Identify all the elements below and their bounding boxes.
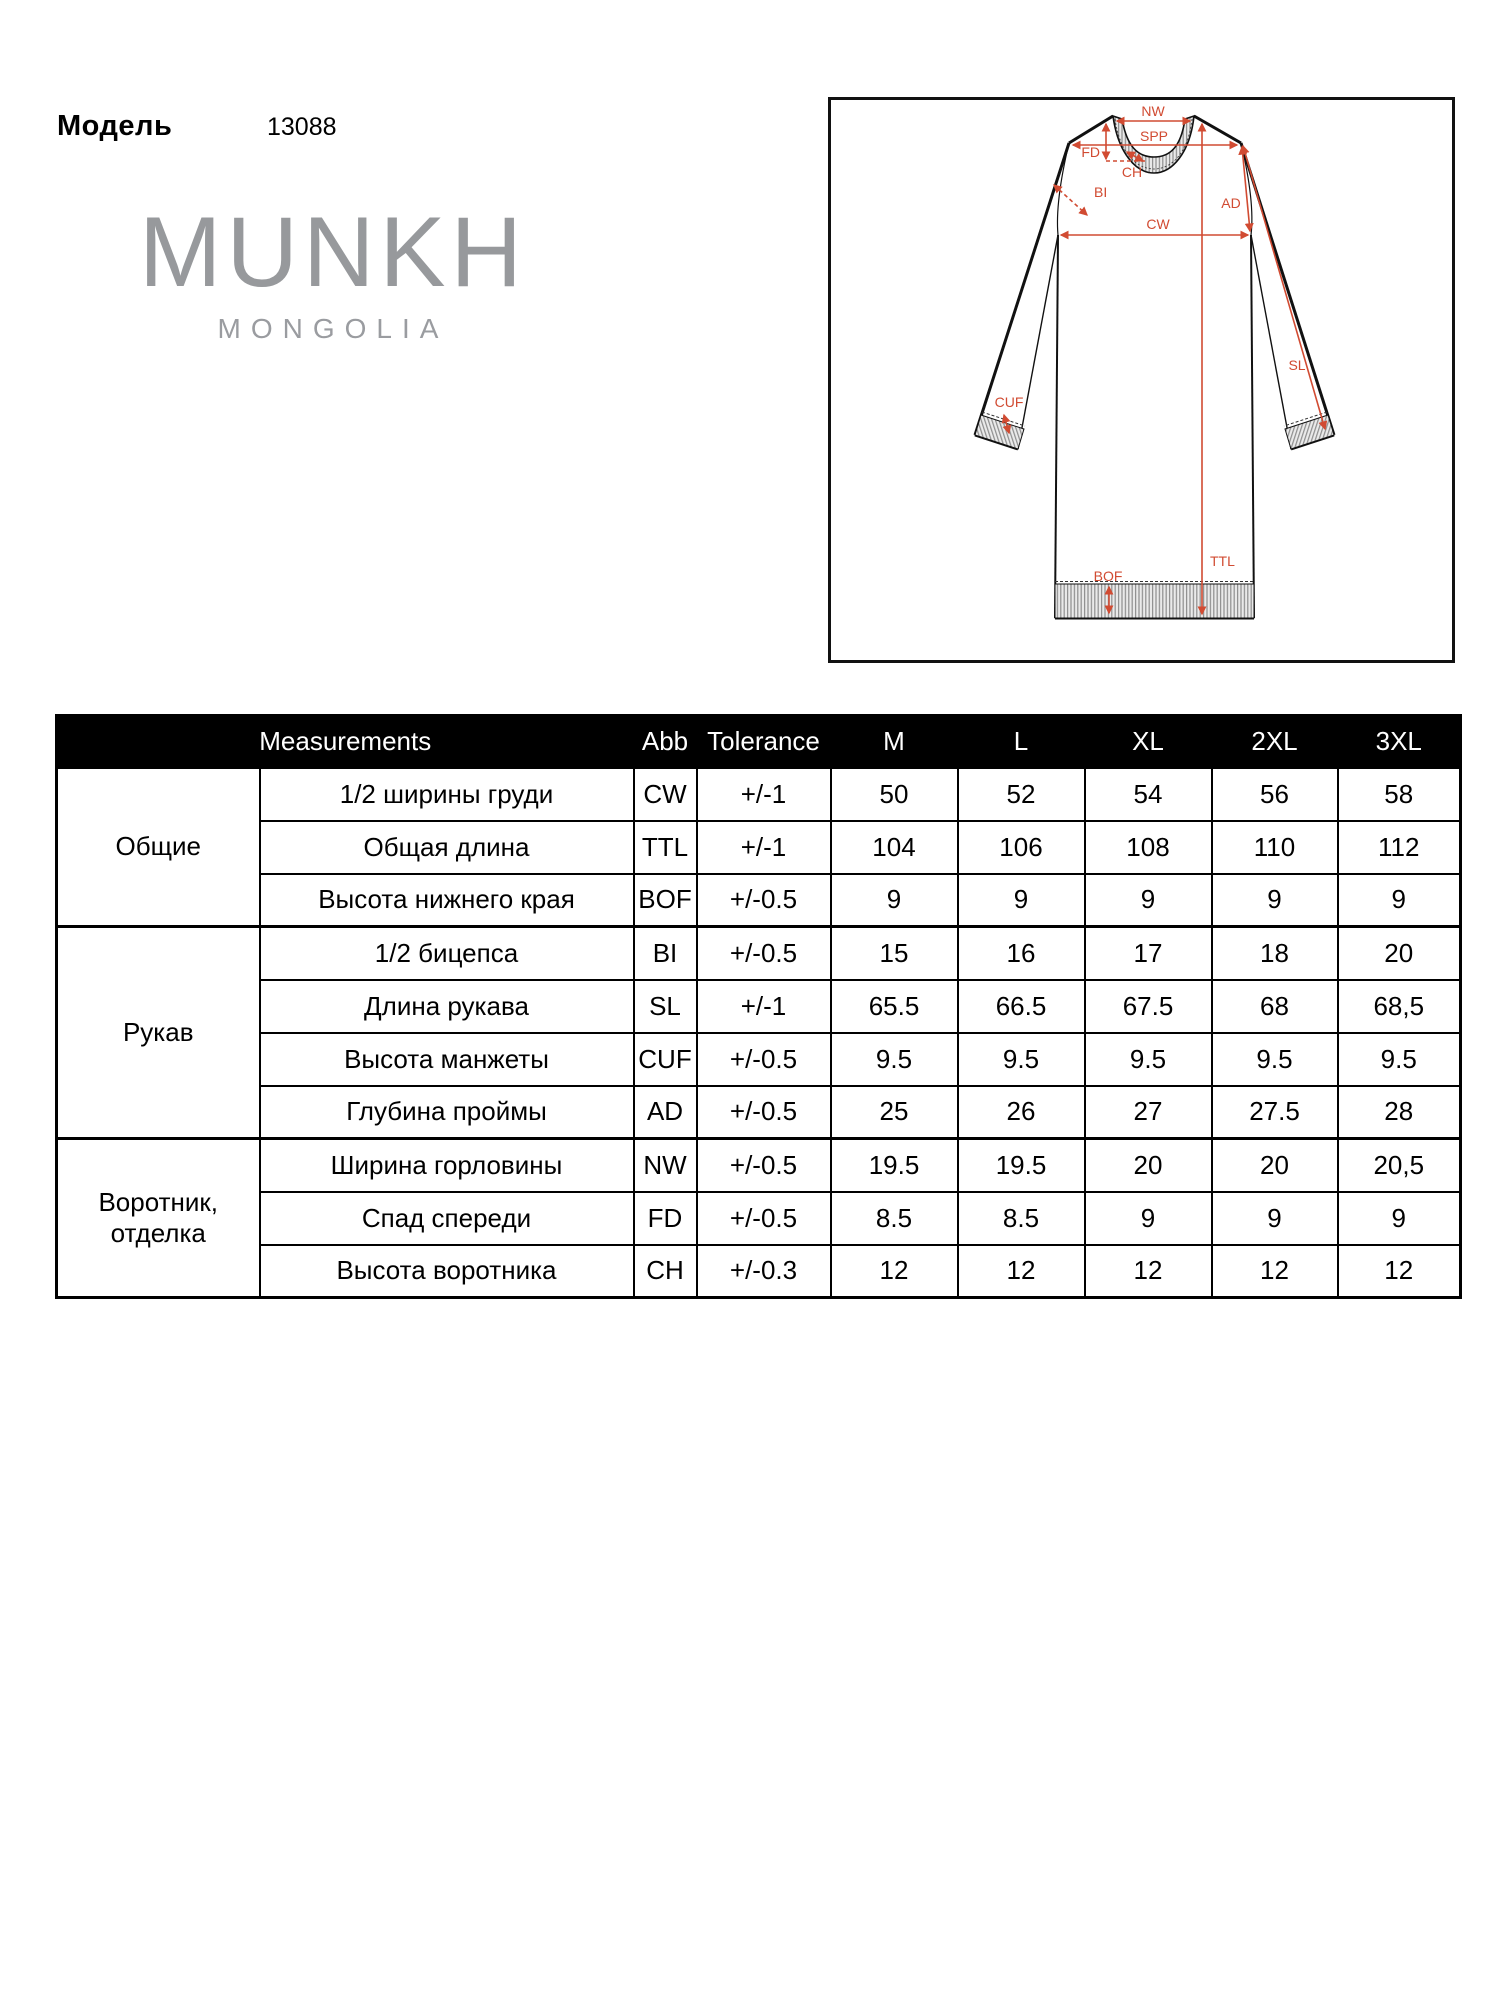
table-row <box>57 874 1461 927</box>
measurement-tolerance: +/-0.3 <box>697 1245 831 1298</box>
value-3XL: 20 <box>1338 927 1461 980</box>
measurement-tolerance: +/-1 <box>697 768 831 821</box>
measurement-abb: FD <box>634 1192 697 1245</box>
measurement-tolerance: +/-0.5 <box>697 927 831 980</box>
measurement-tolerance: +/-0.5 <box>697 1192 831 1245</box>
measurement-abb: CUF <box>634 1033 697 1086</box>
header-abb: Abb <box>634 716 697 768</box>
value-L: 19.5 <box>958 1139 1085 1192</box>
value-L: 66.5 <box>958 980 1085 1033</box>
value-3XL: 9.5 <box>1338 1033 1461 1086</box>
measurement-tolerance: +/-0.5 <box>697 1033 831 1086</box>
value-XL: 9 <box>1085 1192 1212 1245</box>
garment-body <box>1055 116 1254 618</box>
value-XL: 9 <box>1085 874 1212 927</box>
label-spp: SPP <box>1139 128 1169 144</box>
label-cuf: CUF <box>994 394 1024 410</box>
header-size-2XL: 2XL <box>1212 716 1338 768</box>
group-label: Общие <box>57 768 260 927</box>
value-XL: 108 <box>1085 821 1212 874</box>
value-3XL: 9 <box>1338 874 1461 927</box>
label-ch: CH <box>1121 164 1143 180</box>
measurement-tolerance: +/-0.5 <box>697 874 831 927</box>
value-M: 25 <box>831 1086 958 1139</box>
value-XL: 20 <box>1085 1139 1212 1192</box>
value-L: 9 <box>958 874 1085 927</box>
measurement-tolerance: +/-0.5 <box>697 1139 831 1192</box>
model-label: Модель <box>57 110 173 142</box>
value-3XL: 28 <box>1338 1086 1461 1139</box>
measurement-abb: CH <box>634 1245 697 1298</box>
label-ttl: TTL <box>1210 553 1235 569</box>
label-sl: SL <box>1288 357 1306 373</box>
value-3XL: 58 <box>1338 768 1461 821</box>
group-label: Рукав <box>57 927 260 1139</box>
value-L: 8.5 <box>958 1192 1085 1245</box>
table-row <box>57 1245 1461 1298</box>
garment-drawing <box>828 97 1455 663</box>
measurement-abb: SL <box>634 980 697 1033</box>
value-L: 9.5 <box>958 1033 1085 1086</box>
value-XL: 17 <box>1085 927 1212 980</box>
value-2XL: 56 <box>1212 768 1338 821</box>
label-bi: BI <box>1094 184 1108 200</box>
measurement-name: Высота манжеты <box>260 1033 634 1086</box>
hem-band <box>1055 584 1254 618</box>
spec-table-body <box>57 768 1461 1298</box>
model-number: 13088 <box>267 113 337 141</box>
value-M: 104 <box>831 821 958 874</box>
value-M: 15 <box>831 927 958 980</box>
value-2XL: 18 <box>1212 927 1338 980</box>
brand-subtitle: MONGOLIA <box>217 313 449 344</box>
value-XL: 27 <box>1085 1086 1212 1139</box>
spec-table-head <box>57 716 1461 768</box>
value-2XL: 27.5 <box>1212 1086 1338 1139</box>
measurement-name: Ширина горловины <box>260 1139 634 1192</box>
table-row <box>57 980 1461 1033</box>
header-size-3XL: 3XL <box>1338 716 1461 768</box>
header-size-XL: XL <box>1085 716 1212 768</box>
value-L: 12 <box>958 1245 1085 1298</box>
value-M: 8.5 <box>831 1192 958 1245</box>
value-M: 12 <box>831 1245 958 1298</box>
table-row <box>57 927 1461 980</box>
measurement-name: Длина рукава <box>260 980 634 1033</box>
label-nw: NW <box>1141 103 1165 119</box>
value-XL: 54 <box>1085 768 1212 821</box>
label-bof: BOF <box>1093 568 1123 584</box>
group-label: Воротник, отделка <box>57 1139 260 1298</box>
value-2XL: 12 <box>1212 1245 1338 1298</box>
value-2XL: 68 <box>1212 980 1338 1033</box>
measurement-abb: CW <box>634 768 697 821</box>
brand-logo-block <box>128 196 538 345</box>
value-M: 65.5 <box>831 980 958 1033</box>
value-3XL: 20,5 <box>1338 1139 1461 1192</box>
label-ad: AD <box>1221 195 1241 211</box>
table-row <box>57 768 1461 821</box>
measurement-name: Высота нижнего края <box>260 874 634 927</box>
header-size-M: M <box>831 716 958 768</box>
value-XL: 12 <box>1085 1245 1212 1298</box>
value-L: 52 <box>958 768 1085 821</box>
measurement-abb: BOF <box>634 874 697 927</box>
table-row <box>57 821 1461 874</box>
spec-table <box>55 714 1462 1299</box>
measurement-name: Высота воротника <box>260 1245 634 1298</box>
value-3XL: 9 <box>1338 1192 1461 1245</box>
label-cw: CW <box>1146 216 1170 232</box>
value-XL: 67.5 <box>1085 980 1212 1033</box>
measurement-name: Спад спереди <box>260 1192 634 1245</box>
measurement-tolerance: +/-0.5 <box>697 1086 831 1139</box>
value-2XL: 9 <box>1212 1192 1338 1245</box>
measurement-abb: NW <box>634 1139 697 1192</box>
label-fd: FD <box>1081 144 1100 160</box>
measurement-tolerance: +/-1 <box>697 821 831 874</box>
table-row <box>57 1139 1461 1192</box>
value-M: 9.5 <box>831 1033 958 1086</box>
value-L: 106 <box>958 821 1085 874</box>
value-M: 9 <box>831 874 958 927</box>
value-XL: 9.5 <box>1085 1033 1212 1086</box>
measurement-abb: BI <box>634 927 697 980</box>
header-measurements: Measurements <box>57 716 634 768</box>
table-row <box>57 1192 1461 1245</box>
value-2XL: 9 <box>1212 874 1338 927</box>
value-3XL: 112 <box>1338 821 1461 874</box>
value-2XL: 110 <box>1212 821 1338 874</box>
measurement-abb: TTL <box>634 821 697 874</box>
value-M: 50 <box>831 768 958 821</box>
measurement-name: 1/2 ширины груди <box>260 768 634 821</box>
measurement-name: 1/2 бицепса <box>260 927 634 980</box>
brand-logo: MUNKH <box>139 196 527 307</box>
table-row <box>57 1086 1461 1139</box>
value-3XL: 12 <box>1338 1245 1461 1298</box>
header-size-L: L <box>958 716 1085 768</box>
value-L: 16 <box>958 927 1085 980</box>
value-2XL: 9.5 <box>1212 1033 1338 1086</box>
value-2XL: 20 <box>1212 1139 1338 1192</box>
measurement-name: Общая длина <box>260 821 634 874</box>
table-row <box>57 1033 1461 1086</box>
measurement-abb: AD <box>634 1086 697 1139</box>
measurement-tolerance: +/-1 <box>697 980 831 1033</box>
header-tolerance: Tolerance <box>697 716 831 768</box>
value-M: 19.5 <box>831 1139 958 1192</box>
value-L: 26 <box>958 1086 1085 1139</box>
value-3XL: 68,5 <box>1338 980 1461 1033</box>
spec-table-container <box>55 714 1461 1299</box>
measurement-name: Глубина проймы <box>260 1086 634 1139</box>
